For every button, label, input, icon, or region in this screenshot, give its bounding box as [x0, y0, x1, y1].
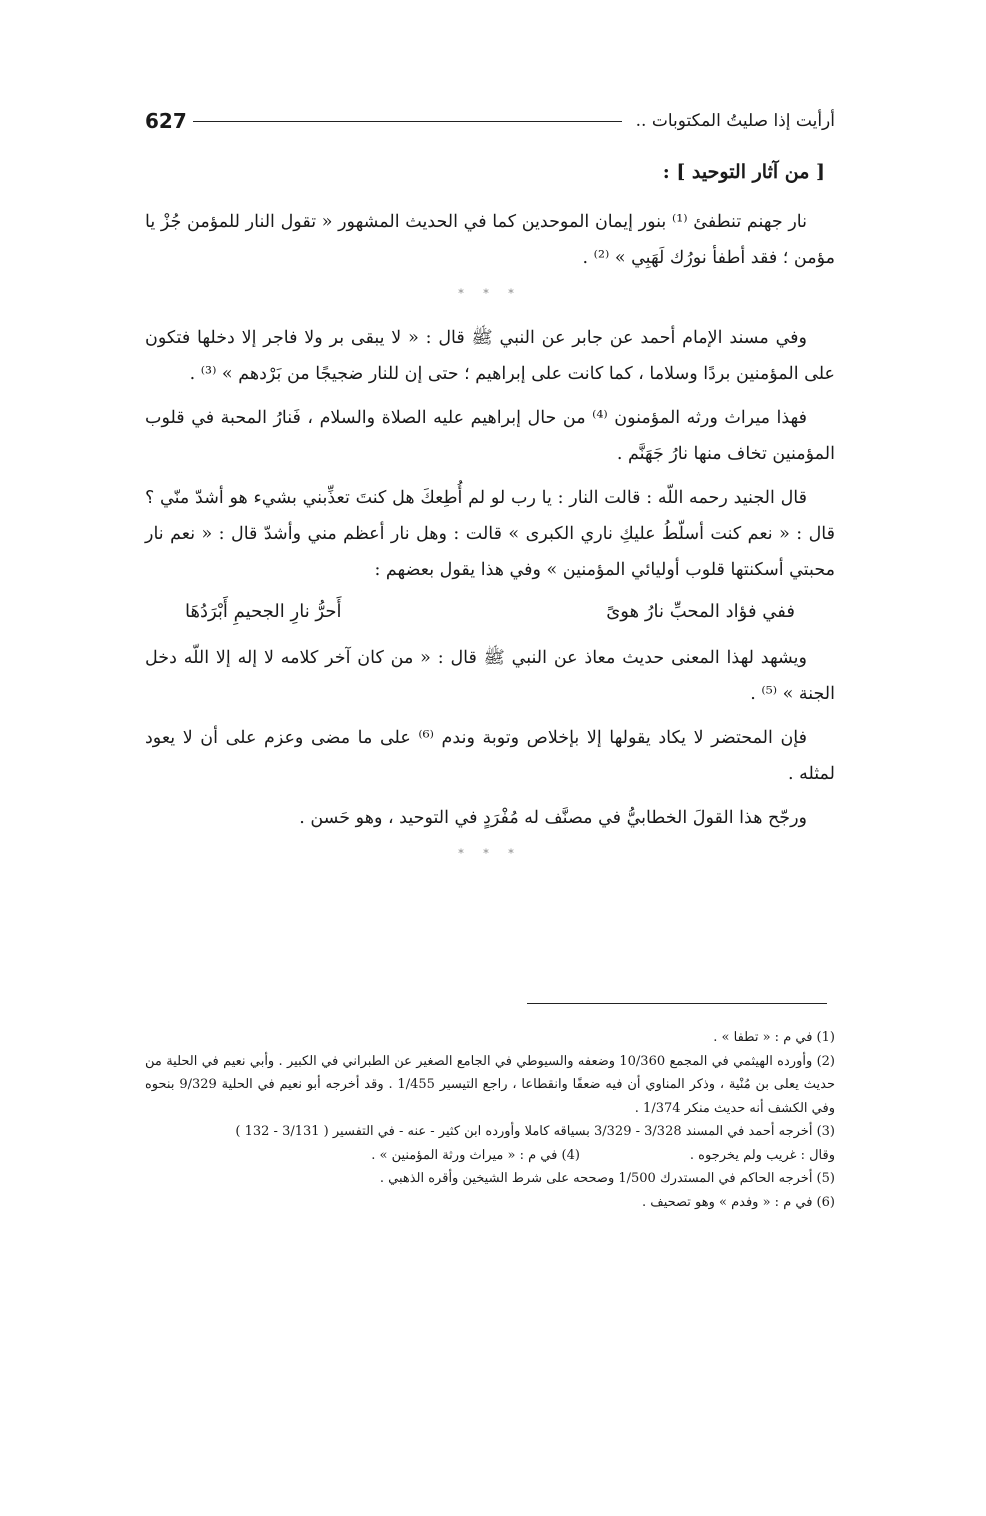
section-heading: [ من آثار التوحيد ] : — [662, 161, 825, 183]
paragraph-7: ورجّح هذا القولَ الخطابيُّ في مصنَّف له مُفْرَدٍ في التوحيد ، وهو حَسن . — [299, 808, 807, 828]
running-title: أرأيت إذا صليتُ المكتوبات .. — [635, 111, 835, 131]
main-text — [145, 148, 835, 880]
section-separator-2: * * * — [458, 847, 522, 860]
poem-verse — [145, 594, 835, 630]
paragraph-6: فإن المحتضر لا يكاد يقولها إلا بإخلاص وتوبة وندم ⁽⁶⁾ على ما مضى وعزم على أن لا يعود لمثله . — [145, 728, 835, 784]
footnote-3-4-line — [145, 1144, 835, 1168]
page-header — [145, 104, 835, 138]
paragraph-4: قال الجنيد رحمه اللّه : قالت النار : يا رب لو لم أُطِعكَ هل كنتَ تعذِّبني بشيء هو أشدّ منّي ؟ قال : « نعم كنت أسلّطُ عليكِ ناري الكبرى » قالت : وهل نار أعظم مني وأشدّ قال : « نعم نار محبتي أسكنتها قلوب أوليائي المؤمنين » وفي هذا يقول بعضهم : — [145, 488, 835, 580]
poem-hemistich-first: ففي فؤاد المحبِّ نارُ هوىً — [606, 601, 795, 622]
page-number: 627 — [145, 109, 187, 133]
poem-hemistich-second: أَحرُّ نارِ الجحيمِ أَبْرَدُهَا — [185, 601, 342, 622]
footnote-rule — [527, 1003, 827, 1004]
footnote-3: (3) أخرجه أحمد في المسند 3/328 - 3/329 بسياقه كاملا وأورده ابن كثير - عنه - في التفسير ( 3/131 - 132 ) — [235, 1124, 835, 1139]
footnotes — [145, 1026, 835, 1214]
footnote-3-tail: وقال : غريب ولم يخرجوه . — [689, 1147, 835, 1163]
section-separator-1: * * * — [458, 287, 522, 300]
paragraph-3: فهذا ميراث ورثه المؤمنون ⁽⁴⁾ من حال إبراهيم عليه الصلاة والسلام ، فَنارُ المحبة في قلوب المؤمنين تخاف منها نارُ جَهَنَّم . — [145, 408, 835, 464]
header-rule — [193, 121, 622, 122]
footnote-2: (2) وأورده الهيثمي في المجمع 10/360 وضعفه والسيوطي في الجامع الصغير عن الطبراني في الكبير . وأبي نعيم في الحلية من حديث يعلى بن مُنْية ، وذكر المناوي أن فيه ضعفًا وانقطاعا ، راجع التيسير 1/455 . وقد أخرجه أبو نعيم في الحلية 9/329 بنحوه وفي الكشف أنه حديث منكر 1/374 . — [145, 1053, 835, 1116]
paragraph-1: نار جهنم تنطفئ ⁽¹⁾ بنور إيمان الموحدين كما في الحديث المشهور « تقول النار للمؤمن جُزْ يا مؤمن ؛ فقد أطفأ نورُك لَهَبِي » ⁽²⁾ . — [145, 212, 835, 268]
paragraph-5: ويشهد لهذا المعنى حديث معاذ عن النبي ﷺ قال : « من كان آخر كلامه لا إله إلا اللّه دخل الجنة » ⁽⁵⁾ . — [145, 648, 835, 704]
footnote-6: (6) في م : « وفدم » وهو تصحيف . — [641, 1194, 835, 1210]
footnote-5: (5) أخرجه الحاكم في المستدرك 1/500 وصححه على شرط الشيخين وأقره الذهبي . — [379, 1171, 835, 1186]
footnote-1: (1) في م : « تطفا » . — [713, 1030, 835, 1045]
footnote-4: (4) في م : « ميراث ورثة المؤمنين » . — [371, 1147, 580, 1163]
paragraph-2: وفي مسند الإمام أحمد عن جابر عن النبي ﷺ قال : « لا يبقى بر ولا فاجر إلا دخلها فتكون على المؤمنين بردًا وسلاما ، كما كانت على إبراهيم ؛ حتى إن للنار ضجيجًا من بَرْدهم » ⁽³⁾ . — [145, 328, 835, 384]
